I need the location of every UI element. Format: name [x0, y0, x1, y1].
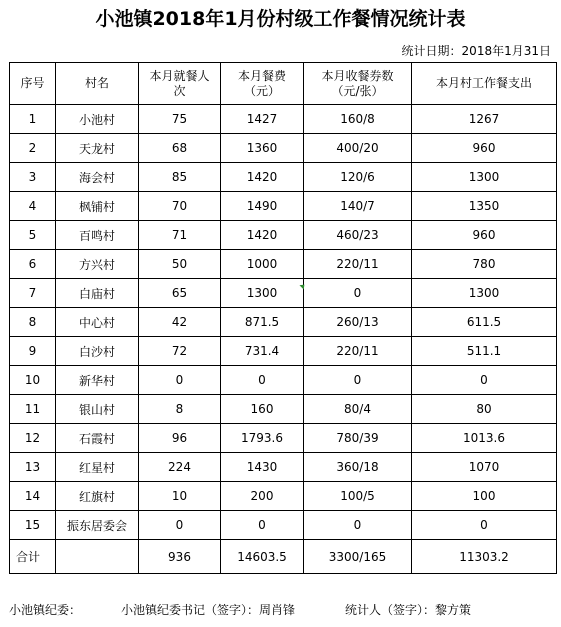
table-body	[10, 105, 557, 540]
cell-fee: 160	[221, 395, 304, 424]
cell-no: 1	[10, 105, 56, 134]
totals-expense: 11303.2	[412, 540, 557, 574]
cell-village: 银山村	[56, 395, 139, 424]
cell-vouchers: 140/7	[304, 192, 412, 221]
column-header-vouchers	[304, 63, 412, 105]
cell-village: 天龙村	[56, 134, 139, 163]
cell-fee: 1360	[221, 134, 304, 163]
column-header-no: 序号	[10, 63, 56, 105]
cell-village: 新华村	[56, 366, 139, 395]
cell-village: 红星村	[56, 453, 139, 482]
cell-diners: 0	[139, 511, 221, 540]
column-header-expense: 本月村工作餐支出	[412, 63, 557, 105]
cell-diners: 224	[139, 453, 221, 482]
cell-expense: 1267	[412, 105, 557, 134]
cell-vouchers: 260/13	[304, 308, 412, 337]
cell-no: 10	[10, 366, 56, 395]
column-header-fee	[221, 63, 304, 105]
table-row	[10, 250, 557, 279]
column-header-village: 村名	[56, 63, 139, 105]
cell-expense: 0	[412, 511, 557, 540]
cell-expense: 1350	[412, 192, 557, 221]
table-row	[10, 163, 557, 192]
cell-no: 9	[10, 337, 56, 366]
column-header-diners	[139, 63, 221, 105]
cell-no: 4	[10, 192, 56, 221]
cell-village: 振东居委会	[56, 511, 139, 540]
cell-diners: 75	[139, 105, 221, 134]
column-header-fee-text: 本月餐费（元）	[237, 68, 286, 98]
cell-diners: 96	[139, 424, 221, 453]
table-row	[10, 424, 557, 453]
cell-vouchers: 780/39	[304, 424, 412, 453]
cell-expense: 1300	[412, 279, 557, 308]
cell-vouchers: 220/11	[304, 337, 412, 366]
cell-village: 白沙村	[56, 337, 139, 366]
cell-village: 中心村	[56, 308, 139, 337]
cell-diners: 68	[139, 134, 221, 163]
statistics-date: 统计日期：2018年1月31日	[401, 44, 551, 58]
cell-fee: 1427	[221, 105, 304, 134]
cell-no: 15	[10, 511, 56, 540]
table-row	[10, 279, 557, 308]
cell-fee: 1793.6	[221, 424, 304, 453]
table-row	[10, 105, 557, 134]
cell-expense: 780	[412, 250, 557, 279]
cell-fee: 0	[221, 366, 304, 395]
footer-commission: 小池镇纪委：	[9, 603, 82, 617]
signature-footer	[9, 600, 556, 620]
cell-no: 3	[10, 163, 56, 192]
cell-no: 5	[10, 221, 56, 250]
cell-fee: 0	[221, 511, 304, 540]
cell-village: 枫铺村	[56, 192, 139, 221]
totals-row	[10, 540, 557, 574]
cell-diners: 85	[139, 163, 221, 192]
table-row	[10, 453, 557, 482]
cell-diners: 8	[139, 395, 221, 424]
totals-fee: 14603.5	[221, 540, 304, 574]
cell-no: 14	[10, 482, 56, 511]
table-row	[10, 482, 557, 511]
cell-diners: 50	[139, 250, 221, 279]
cell-fee: 1420	[221, 221, 304, 250]
cell-diners: 0	[139, 366, 221, 395]
cell-no: 12	[10, 424, 56, 453]
totals-village	[56, 540, 139, 574]
table-row	[10, 192, 557, 221]
table-row	[10, 134, 557, 163]
cell-diners: 72	[139, 337, 221, 366]
cell-expense: 1013.6	[412, 424, 557, 453]
footer-secretary: 小池镇纪委书记（签字）：周肖锋	[121, 603, 296, 617]
cell-vouchers: 100/5	[304, 482, 412, 511]
cell-diners: 42	[139, 308, 221, 337]
cell-no: 11	[10, 395, 56, 424]
table-row	[10, 366, 557, 395]
cell-expense: 1300	[412, 163, 557, 192]
table-header-row	[10, 63, 557, 105]
cell-village: 红旗村	[56, 482, 139, 511]
totals-vouchers: 3300/165	[304, 540, 412, 574]
cell-fee: 731.4	[221, 337, 304, 366]
cell-village: 百鸣村	[56, 221, 139, 250]
table-row	[10, 337, 557, 366]
cell-diners: 71	[139, 221, 221, 250]
cell-fee: 1430	[221, 453, 304, 482]
cell-no: 6	[10, 250, 56, 279]
cell-vouchers: 120/6	[304, 163, 412, 192]
cell-vouchers: 80/4	[304, 395, 412, 424]
table-row	[10, 221, 557, 250]
cell-vouchers: 400/20	[304, 134, 412, 163]
cell-diners: 65	[139, 279, 221, 308]
cell-village: 方兴村	[56, 250, 139, 279]
cell-no: 13	[10, 453, 56, 482]
cell-expense: 0	[412, 366, 557, 395]
cell-no: 2	[10, 134, 56, 163]
cell-vouchers: 0	[304, 366, 412, 395]
table-row	[10, 395, 557, 424]
page-title: 小池镇2018年1月份村级工作餐情况统计表	[95, 8, 466, 30]
cell-vouchers: 460/23	[304, 221, 412, 250]
cell-fee: 1000	[221, 250, 304, 279]
cell-expense: 1070	[412, 453, 557, 482]
cell-expense: 80	[412, 395, 557, 424]
cell-village: 小池村	[56, 105, 139, 134]
cell-vouchers: 220/11	[304, 250, 412, 279]
cell-diners: 70	[139, 192, 221, 221]
cell-village: 白庙村	[56, 279, 139, 308]
column-header-diners-text: 本月就餐人次	[149, 68, 210, 98]
table-row	[10, 511, 557, 540]
statistics-table	[9, 62, 557, 574]
cell-expense: 511.1	[412, 337, 557, 366]
cell-fee: 1420	[221, 163, 304, 192]
table-row	[10, 308, 557, 337]
totals-diners: 936	[139, 540, 221, 574]
cell-fee: 200	[221, 482, 304, 511]
totals-label: 合计	[10, 540, 56, 574]
column-header-vouchers-text: 本月收餐券数（元/张）	[321, 68, 394, 98]
cell-vouchers: 160/8	[304, 105, 412, 134]
cell-vouchers: 360/18	[304, 453, 412, 482]
cell-expense: 611.5	[412, 308, 557, 337]
cell-no: 8	[10, 308, 56, 337]
cell-no: 7	[10, 279, 56, 308]
cell-fee: 871.5	[221, 308, 304, 337]
cell-village: 石霞村	[56, 424, 139, 453]
cell-vouchers: 0	[304, 511, 412, 540]
cell-fee: 1300	[221, 279, 304, 308]
cell-vouchers: 0	[304, 279, 412, 308]
footer-statistician: 统计人（签字）：黎方策	[345, 603, 472, 617]
cell-diners: 10	[139, 482, 221, 511]
cell-fee: 1490	[221, 192, 304, 221]
cell-expense: 960	[412, 134, 557, 163]
cell-expense: 100	[412, 482, 557, 511]
cell-expense: 960	[412, 221, 557, 250]
cell-village: 海会村	[56, 163, 139, 192]
